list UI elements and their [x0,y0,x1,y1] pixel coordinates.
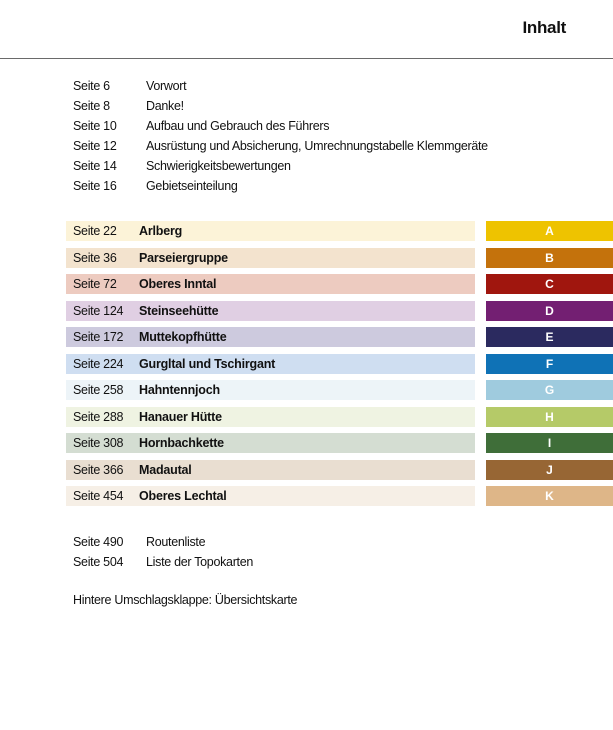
chapter-band[interactable] [66,221,475,241]
chapter-title: Madautal [139,462,192,477]
chapter-tab[interactable]: I [486,433,613,453]
chapter-band[interactable] [66,301,475,321]
chapter-band[interactable] [66,274,475,294]
toc-entry[interactable] [73,96,488,116]
chapter-title: Steinseehütte [139,303,219,318]
entry-label: Vorwort [146,79,187,93]
chapter-title: Hornbachkette [139,436,224,450]
chapter-row[interactable] [0,221,613,248]
chapter-title: Oberes Inntal [139,277,217,291]
page-number: Seite 504 [73,555,124,569]
entry-label: Routenliste [146,535,206,549]
chapter-band[interactable] [66,354,475,374]
page-title: Inhalt [522,18,566,37]
chapter-row[interactable] [0,354,613,381]
chapter-band[interactable] [66,327,475,347]
toc-entry[interactable] [73,552,253,572]
toc-entry[interactable] [73,136,488,156]
cover-flap-note: Hintere Umschlagsklappe: Übersichtskarte [73,593,298,607]
chapter-tab[interactable]: E [486,327,613,347]
chapter-row[interactable] [0,380,613,407]
chapter-title: Arlberg [139,224,183,238]
page-number: Seite 36 [73,250,117,265]
entry-label: Liste der Topokarten [146,555,254,569]
page-number: Seite 16 [73,179,117,193]
page-number: Seite 366 [73,462,124,477]
page-number: Seite 308 [73,436,124,450]
chapter-band[interactable] [66,460,475,480]
page-number: Seite 8 [73,99,110,113]
chapter-list [0,221,613,513]
chapter-band[interactable] [66,433,475,453]
chapter-title: Oberes Lechtal [139,489,227,503]
page-number: Seite 224 [73,356,124,371]
chapter-title: Parseiergruppe [139,250,228,265]
chapter-band[interactable] [66,486,475,506]
chapter-tab[interactable]: J [486,460,613,480]
entry-label: Gebietseinteilung [146,179,238,193]
chapter-title: Hanauer Hütte [139,409,222,424]
chapter-row[interactable] [0,460,613,487]
page-number: Seite 12 [73,139,117,153]
chapter-title: Muttekopfhütte [139,330,227,344]
toc-entry[interactable] [73,176,488,196]
page-number: Seite 258 [73,383,124,397]
toc-entry[interactable] [73,156,488,176]
page-number: Seite 124 [73,303,124,318]
chapter-tab[interactable]: F [486,354,613,374]
chapter-row[interactable] [0,301,613,328]
chapter-tab[interactable]: G [486,380,613,400]
page-number: Seite 14 [73,159,117,173]
chapter-tab[interactable]: C [486,274,613,294]
entry-label: Danke! [146,99,184,113]
chapter-band[interactable] [66,248,475,268]
chapter-tab[interactable]: A [486,221,613,241]
toc-entry[interactable] [73,532,253,552]
entry-label: Ausrüstung und Absicherung, Umrechnungstabelle Klemmgeräte [146,139,488,153]
chapter-title: Hahntennjoch [139,383,220,397]
chapter-tab[interactable]: B [486,248,613,268]
chapter-row[interactable] [0,248,613,275]
page-number: Seite 454 [73,489,124,503]
page-number: Seite 6 [73,79,110,93]
entry-label: Schwierigkeitsbewertungen [146,159,291,173]
page-number: Seite 288 [73,409,124,424]
page-number: Seite 172 [73,330,124,344]
appendix-list [73,532,253,572]
chapter-tab[interactable]: H [486,407,613,427]
chapter-title: Gurgltal und Tschirgant [139,356,276,371]
chapter-row[interactable] [0,433,613,460]
page-number: Seite 10 [73,119,117,133]
chapter-row[interactable] [0,327,613,354]
page-number: Seite 22 [73,224,117,238]
entry-label: Aufbau und Gebrauch des Führers [146,119,330,133]
chapter-tab[interactable]: D [486,301,613,321]
chapter-row[interactable] [0,407,613,434]
intro-list [73,76,488,196]
header-divider [0,58,613,59]
chapter-tab[interactable]: K [486,486,613,506]
chapter-band[interactable] [66,407,475,427]
page-number: Seite 72 [73,277,117,291]
page-number: Seite 490 [73,535,124,549]
toc-entry[interactable] [73,116,488,136]
chapter-band[interactable] [66,380,475,400]
chapter-row[interactable] [0,274,613,301]
chapter-row[interactable] [0,486,613,513]
toc-entry[interactable] [73,76,488,96]
